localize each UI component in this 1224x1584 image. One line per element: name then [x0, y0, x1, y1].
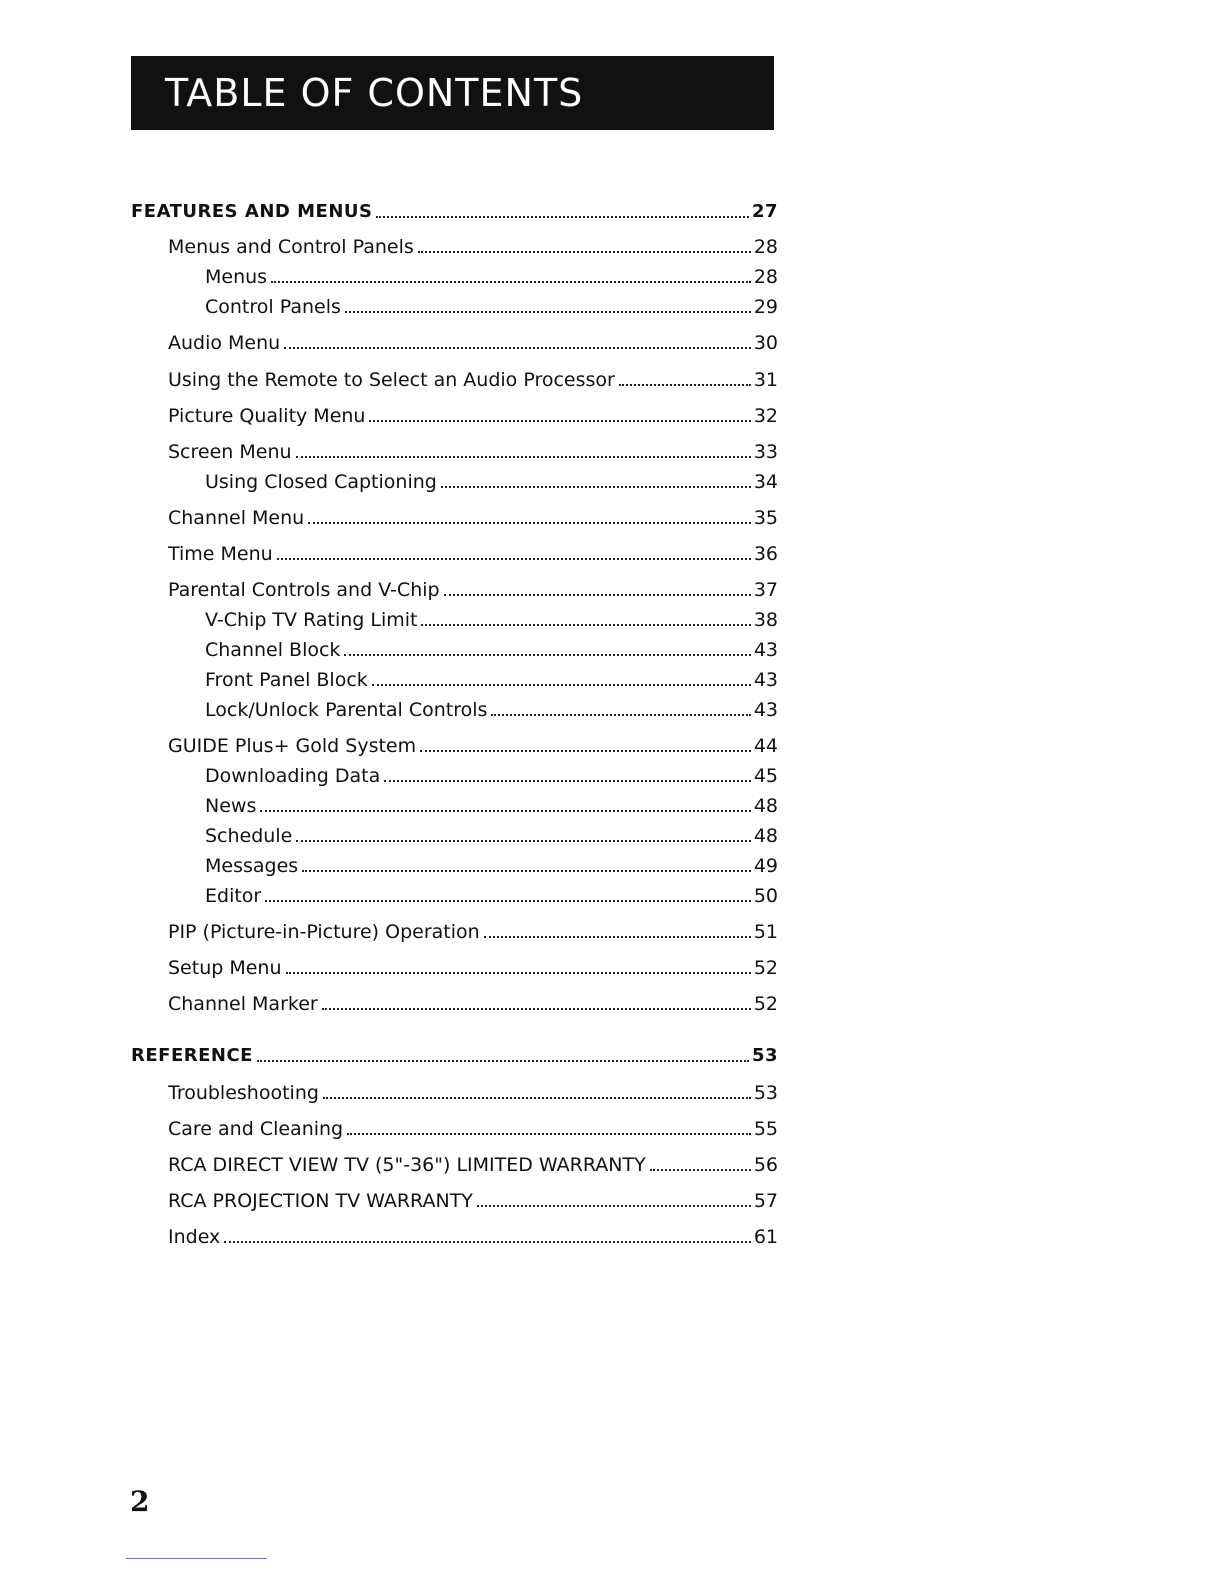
- dot-leader: [444, 594, 751, 596]
- toc-entry-page: 32: [753, 405, 778, 427]
- toc-entry: [168, 403, 778, 429]
- dot-leader: [277, 558, 751, 560]
- toc-entry: [168, 955, 778, 981]
- dot-leader: [271, 281, 751, 283]
- dot-leader: [650, 1169, 751, 1171]
- toc-entry-label: Time Menu: [168, 543, 273, 565]
- dot-leader: [418, 251, 751, 253]
- toc-entry-label: Care and Cleaning: [168, 1118, 344, 1140]
- toc-entry-page: 28: [753, 236, 778, 258]
- dot-leader: [369, 420, 750, 422]
- toc-entry-page: 51: [753, 921, 778, 943]
- toc-entry-label: News: [205, 795, 257, 817]
- toc-entry-page: 30: [753, 332, 778, 354]
- toc-entry-page: 43: [753, 699, 778, 721]
- toc-entry: [205, 697, 778, 723]
- toc-entry-label: Control Panels: [205, 296, 341, 318]
- toc-entry: [168, 1116, 778, 1142]
- dot-leader: [372, 684, 751, 686]
- toc-entry: [205, 264, 778, 290]
- toc-entry-page: 35: [753, 507, 778, 529]
- toc-entry-page: 43: [753, 639, 778, 661]
- toc-entry-label: Parental Controls and V-Chip: [168, 579, 440, 601]
- toc-entry-label: Using Closed Captioning: [205, 471, 437, 493]
- dot-leader: [260, 810, 750, 812]
- toc-entry-page: 37: [753, 579, 778, 601]
- dot-leader: [619, 384, 751, 386]
- page-number: 2: [130, 1485, 150, 1518]
- toc-entry: [205, 667, 778, 693]
- dot-leader: [441, 486, 751, 488]
- toc-entry-label: Editor: [205, 885, 262, 907]
- toc-entry: [168, 991, 778, 1017]
- dot-leader: [484, 936, 751, 938]
- dot-leader: [322, 1008, 751, 1010]
- toc-entry-label: Setup Menu: [168, 957, 282, 979]
- toc-entry-label: Picture Quality Menu: [168, 405, 366, 427]
- toc-entry: [205, 823, 778, 849]
- toc-entry-page: 44: [753, 735, 778, 757]
- toc-entry: [168, 439, 778, 465]
- toc-entry-page: 55: [753, 1118, 778, 1140]
- toc-entry-label: Downloading Data: [205, 765, 381, 787]
- dot-leader: [302, 870, 751, 872]
- toc-section-label: FEATURES AND MENUS: [131, 201, 373, 222]
- toc-entry: [168, 541, 778, 567]
- toc-entry: [168, 919, 778, 945]
- dot-leader: [284, 347, 751, 349]
- dot-leader: [296, 840, 751, 842]
- dot-leader: [384, 780, 751, 782]
- dot-leader: [347, 1133, 751, 1135]
- dot-leader: [477, 1205, 751, 1207]
- toc-entry-label: Troubleshooting: [168, 1082, 319, 1104]
- dot-leader: [344, 654, 750, 656]
- toc-entry-page: 49: [753, 855, 778, 877]
- toc-entry: [205, 469, 778, 495]
- toc-entry: [168, 330, 778, 356]
- toc-entry-label: GUIDE Plus+ Gold System: [168, 735, 417, 757]
- toc-entry: [205, 607, 778, 633]
- toc-entry-label: RCA PROJECTION TV WARRANTY: [168, 1190, 473, 1212]
- dot-leader: [323, 1097, 751, 1099]
- toc-entry-label: Using the Remote to Select an Audio Processor: [168, 369, 615, 391]
- toc-entry-page: 48: [753, 825, 778, 847]
- toc-entry-page: 52: [753, 957, 778, 979]
- toc-entry: [205, 853, 778, 879]
- toc-entry: [168, 1080, 778, 1106]
- toc-entry: [168, 733, 778, 759]
- toc-entry-label: Audio Menu: [168, 332, 281, 354]
- dot-leader: [345, 311, 751, 313]
- toc-entry: [205, 793, 778, 819]
- toc-entry-page: 53: [753, 1082, 778, 1104]
- page-title: TABLE OF CONTENTS: [165, 71, 584, 115]
- toc-entry-page: 52: [753, 993, 778, 1015]
- dot-leader: [265, 900, 751, 902]
- toc-entry: [168, 367, 778, 393]
- toc-entry-page: 48: [753, 795, 778, 817]
- toc-entry-label: Index: [168, 1226, 221, 1248]
- dot-leader: [308, 522, 751, 524]
- toc-entry-label: V-Chip TV Rating Limit: [205, 609, 418, 631]
- dot-leader: [376, 216, 748, 218]
- toc-entry-page: 43: [753, 669, 778, 691]
- dot-leader: [296, 456, 751, 458]
- toc-entry: [168, 1188, 778, 1214]
- toc-entry-label: Lock/Unlock Parental Controls: [205, 699, 488, 721]
- toc-entry-page: 56: [753, 1154, 778, 1176]
- toc-entry-page: 34: [753, 471, 778, 493]
- toc-entry: [168, 505, 778, 531]
- dot-leader: [420, 750, 751, 752]
- toc-entry: [168, 234, 778, 260]
- toc-entry: [205, 294, 778, 320]
- toc-entry-page: 38: [753, 609, 778, 631]
- toc-entry-label: Screen Menu: [168, 441, 292, 463]
- toc-entry: [168, 1224, 778, 1250]
- toc-entry-label: Schedule: [205, 825, 293, 847]
- toc-section-label: REFERENCE: [131, 1045, 253, 1066]
- toc-entry-page: 29: [753, 296, 778, 318]
- toc-entry: [205, 883, 778, 909]
- toc-entry: [168, 1152, 778, 1178]
- toc-entry-label: Menus: [205, 266, 268, 288]
- toc-entry-page: 61: [753, 1226, 778, 1248]
- toc-entry-page: 36: [753, 543, 778, 565]
- toc-entry-label: Messages: [205, 855, 299, 877]
- toc-entry-page: 28: [753, 266, 778, 288]
- toc-section-page: 27: [751, 201, 778, 222]
- bottom-rule: [126, 1558, 267, 1559]
- dot-leader: [286, 972, 751, 974]
- toc-entry-page: 45: [753, 765, 778, 787]
- toc-entry-page: 31: [753, 369, 778, 391]
- toc-entry-page: 33: [753, 441, 778, 463]
- dot-leader: [491, 714, 750, 716]
- dot-leader: [257, 1060, 749, 1062]
- dot-leader: [224, 1241, 751, 1243]
- dot-leader: [421, 624, 750, 626]
- toc-entry-page: 57: [753, 1190, 778, 1212]
- toc-entry: [205, 763, 778, 789]
- toc-entry: [168, 577, 778, 603]
- toc-entry: [205, 637, 778, 663]
- toc-entry-label: RCA DIRECT VIEW TV (5"-36") LIMITED WARRANTY: [168, 1154, 646, 1176]
- toc-entry-label: Channel Block: [205, 639, 341, 661]
- toc-entry-label: Channel Menu: [168, 507, 305, 529]
- toc-section-page: 53: [751, 1045, 778, 1066]
- toc-entry-label: PIP (Picture-in-Picture) Operation: [168, 921, 480, 943]
- toc-entry-page: 50: [753, 885, 778, 907]
- toc-section: [131, 199, 778, 225]
- toc-entry-label: Menus and Control Panels: [168, 236, 414, 258]
- toc-entry-label: Channel Marker: [168, 993, 318, 1015]
- toc-section: [131, 1043, 778, 1069]
- toc-entry-label: Front Panel Block: [205, 669, 368, 691]
